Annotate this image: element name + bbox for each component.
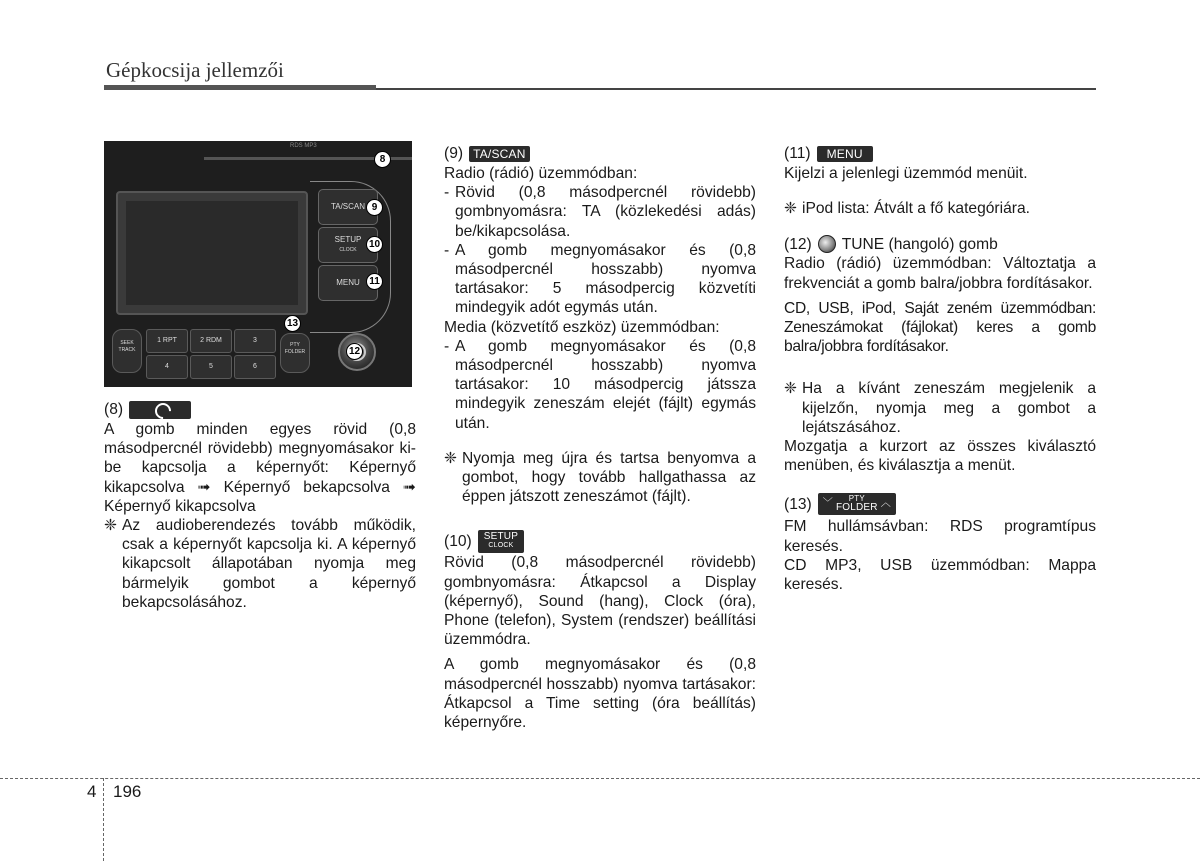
note-icon: ❈	[104, 517, 118, 535]
list-item: - Rövid (0,8 másodpercnél rövidebb) gombnyomásra: TA (közlekedési adás) be/kikapcsolása.	[444, 184, 756, 240]
ta-scan-button-icon: TA/SCAN	[469, 146, 530, 162]
section-number: 4	[87, 782, 97, 801]
callout-9: 9	[366, 199, 383, 216]
pty-folder-button-icon: ﹀ PTY FOLDER ︿	[818, 493, 896, 515]
page-title: Gépkocsija jellemzői	[106, 58, 284, 82]
item-9-note	[444, 449, 756, 507]
callout-13: 13	[284, 315, 301, 332]
item-9-label	[444, 144, 756, 164]
chevron-up-icon: ︿	[880, 498, 891, 510]
note-icon: ❈	[784, 200, 798, 218]
radio-unit-photo	[104, 141, 412, 387]
item-12-text-radio: Radio (rádió) üzemmódban: Változtatja a frekvenciát a gomb balra/jobbra fordításakor.	[784, 255, 1096, 292]
item-number: (11)	[784, 145, 811, 163]
preset-key: 6	[234, 355, 276, 379]
callout-10: 10	[366, 236, 383, 253]
menu-button-icon: MENU	[817, 146, 873, 162]
footer-rule	[0, 778, 1200, 779]
note-text: iPod lista: Átvált a fő kategóriára.	[802, 200, 1030, 218]
note-icon: ❈	[784, 380, 798, 398]
item-8-text: A gomb minden egyes rövid (0,8 másodpercnél rövidebb) megnyomásakor ki-be kapcsolja a képernyőt: Képernyő kikapcsolva ➟ Képernyő bekapcsolva ➟ Képernyő kikapcsolva	[104, 421, 416, 515]
list-item: - A gomb megnyomásakor és (0,8 másodpercnél hosszabb) nyomva tartásakor: 5 másodpercig közvetíti mindegyik adót egymás után.	[444, 241, 756, 317]
item-13-label	[784, 491, 1096, 517]
item-8-label	[104, 400, 416, 420]
radio-mode-list	[444, 183, 756, 317]
column-3	[784, 144, 1096, 594]
chevron-down-icon: ﹀	[822, 498, 833, 510]
media-mode-list	[444, 337, 756, 433]
callout-11: 11	[366, 273, 383, 290]
column-2	[444, 144, 756, 732]
item-11-text: Kijelzi a jelenlegi üzemmód menüit.	[784, 165, 1028, 182]
preset-key: 3	[234, 329, 276, 353]
item-12-note	[784, 379, 1096, 437]
column-1	[104, 400, 416, 612]
item-number: (10)	[444, 532, 472, 550]
brand-text: RDS MP3	[290, 143, 317, 149]
preset-key: 2 RDM	[190, 329, 232, 353]
preset-key: 1 RPT	[146, 329, 188, 353]
page-number	[87, 782, 141, 802]
item-12-text-cursor: Mozgatja a kurzort az összes kiválasztó menüben, és kiválasztja a menüt.	[784, 438, 1096, 475]
item-number: (12)	[784, 235, 812, 253]
item-12-text-media: CD, USB, iPod, Saját zeném üzemmódban: Zeneszámokat (fájlokat) keres a gomb balra/jobbra fordításakor.	[784, 299, 1096, 356]
ta-scan-key: TA/SCAN	[318, 189, 378, 225]
item-number: (8)	[104, 401, 124, 419]
note-icon: ❈	[444, 449, 458, 467]
item-10-label	[444, 529, 756, 553]
radio-display	[116, 191, 308, 315]
note-text: Az audioberendezés tovább működik, csak a képernyőt kapcsolja ki. A képernyő kikapcsolt állapotában nyomja meg bármelyik gombot a képernyő bekapcsolásához.	[122, 517, 416, 611]
item-number: (13)	[784, 495, 812, 513]
note-text: Ha a kívánt zeneszám megjelenik a kijelzőn, nyomja meg a gombot a lejátszásához.	[802, 380, 1096, 436]
pty-folder-key: PTY FOLDER	[280, 333, 310, 373]
preset-key: 4	[146, 355, 188, 379]
item-13-text-mp3: CD MP3, USB üzemmódban: Mappa keresés.	[784, 556, 1096, 594]
item-12-label	[784, 234, 1096, 254]
item-11-label	[784, 144, 1096, 164]
callout-8: 8	[374, 151, 391, 168]
media-mode-heading: Media (közvetítő eszköz) üzemmódban:	[444, 318, 720, 336]
setup-key: SETUP CLOCK	[318, 227, 378, 263]
item-8-note	[104, 516, 416, 612]
setup-clock-button-icon: SETUP CLOCK	[478, 530, 524, 553]
header-rule-accent	[104, 85, 376, 90]
menu-key: MENU	[318, 265, 378, 301]
item-number: (9)	[444, 145, 464, 163]
tune-label: TUNE (hangoló) gomb	[841, 235, 998, 253]
radio-mode-heading: Radio (rádió) üzemmódban:	[444, 165, 638, 182]
item-10-text-long: A gomb megnyomásakor és (0,8 másodpercnél hosszabb) nyomva tartásakor: Átkapcsol a Time setting (óra beállítás) képernyőre.	[444, 656, 756, 732]
list-item: - A gomb megnyomásakor és (0,8 másodpercnél hosszabb) nyomva tartásakor: 10 másodpercig játssza mindegyik zeneszám elejét (fájlt) egymás után.	[444, 337, 756, 432]
tune-knob-icon	[818, 235, 836, 253]
note-text: Nyomja meg újra és tartsa benyomva a gombot, hogy tovább hallgathassa az éppen játszott zeneszámot (fájlt).	[462, 449, 756, 506]
item-13-text-fm: FM hullámsávban: RDS programtípus keresés.	[784, 518, 1096, 555]
callout-12: 12	[346, 343, 363, 360]
moon-icon	[129, 401, 191, 419]
item-11-note	[784, 199, 1096, 218]
seek-track-key: SEEK TRACK	[112, 329, 142, 373]
preset-key: 5	[190, 355, 232, 379]
item-10-text: Rövid (0,8 másodpercnél rövidebb) gombnyomásra: Átkapcsol a Display (képernyő), Sound (hang), Clock (óra), Phone (telefon), System (rendszer) beállítási üzemmódra.	[444, 554, 756, 649]
page-number-value: 196	[113, 782, 142, 801]
